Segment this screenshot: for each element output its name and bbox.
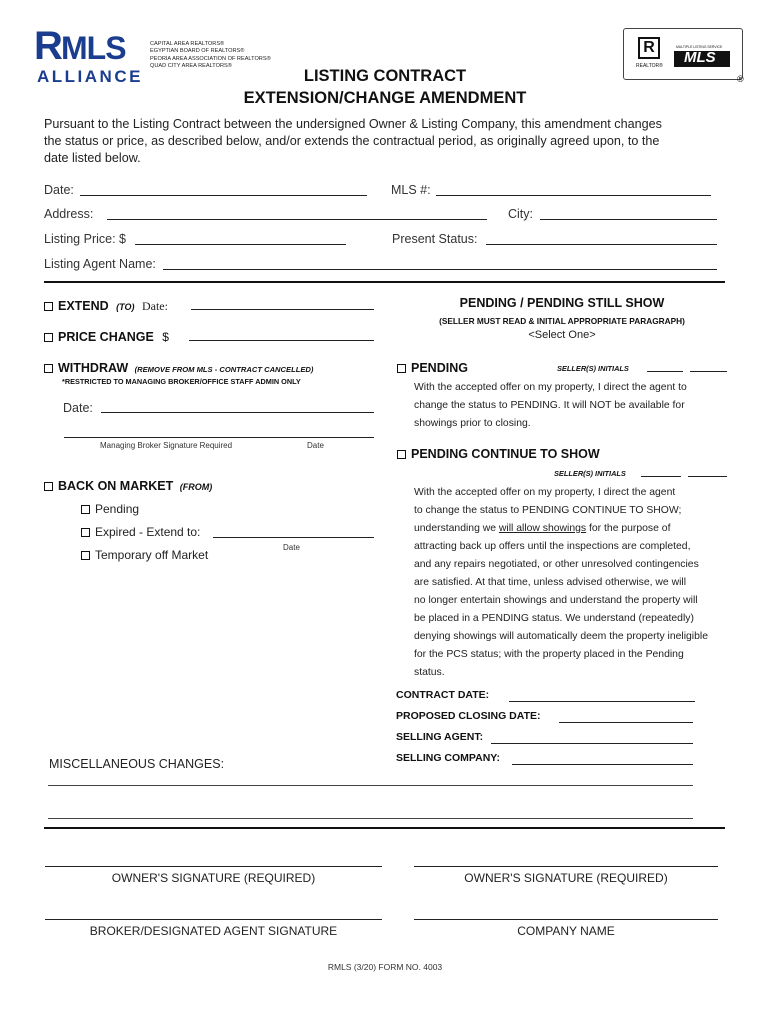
bom-temporary-checkbox[interactable] — [81, 551, 90, 560]
pending-paragraph — [414, 379, 687, 433]
withdraw-note: (REMOVE FROM MLS - CONTRACT CANCELLED) — [134, 365, 314, 374]
misc-changes-line-2[interactable] — [48, 818, 693, 819]
present-status-label: Present Status: — [392, 232, 478, 246]
selling-company-field[interactable] — [512, 752, 693, 765]
pcs-initials-field-2[interactable] — [688, 467, 727, 477]
extend-date-label: Date: — [141, 299, 168, 313]
mls-number-field[interactable] — [436, 183, 711, 196]
bom-temporary-label: Temporary off Market — [95, 548, 209, 562]
owner-signature-line-1[interactable] — [45, 866, 382, 867]
logo-r: R — [34, 24, 63, 68]
bom-expired-checkbox[interactable] — [81, 528, 90, 537]
pending-line-1: With the accepted offer on my property, I direct the agent to — [414, 382, 687, 393]
back-on-market-label: BACK ON MARKET — [58, 479, 174, 493]
registered-mark: ® — [737, 74, 744, 84]
pcs-line-3-pre: understanding we — [414, 523, 499, 534]
pending-initials-field-1[interactable] — [647, 362, 683, 372]
mls-number-label: MLS #: — [391, 183, 431, 197]
withdraw-restricted: *RESTRICTED TO MANAGING BROKER/OFFICE STAFF ADMIN ONLY — [62, 377, 301, 386]
owner-signature-caption-1: OWNER'S SIGNATURE (REQUIRED) — [111, 871, 316, 885]
logo-alliance: ALLIANCE — [37, 67, 143, 86]
back-on-market-row — [44, 477, 212, 495]
pcs-line-8: be placed in a PENDING status. We understand (repeatedly) — [414, 613, 694, 624]
pcs-line-5: and any repairs negotiated, or other unresolved contingencies — [414, 559, 699, 570]
extend-date-field[interactable] — [191, 297, 374, 310]
price-change-dollar: $ — [162, 330, 169, 344]
pcs-line-10: for the PCS status; with the property placed in the Pending — [414, 649, 684, 660]
withdraw-checkbox[interactable] — [44, 364, 53, 373]
back-on-market-checkbox[interactable] — [44, 482, 53, 491]
pcs-line-3 — [414, 520, 708, 538]
pending-initials-field-2[interactable] — [690, 362, 727, 372]
pcs-line-7: no longer entertain showings and understand the property will — [414, 595, 698, 606]
listing-agent-field[interactable] — [163, 257, 717, 270]
mls-logo-small: MULTIPLE LISTING SERVICE — [676, 45, 723, 49]
bom-temporary-row — [81, 548, 208, 562]
misc-changes-line-1[interactable] — [48, 785, 693, 786]
pending-initials-label: SELLER(S) INITIALS — [557, 364, 629, 373]
pending-heading: PENDING / PENDING STILL SHOW — [459, 296, 665, 310]
misc-divider — [44, 827, 725, 829]
proposed-closing-label: PROPOSED CLOSING DATE: — [396, 710, 541, 722]
select-one: <Select One> — [528, 329, 596, 341]
section-divider — [44, 281, 725, 283]
pending-continue-row — [397, 445, 600, 463]
withdraw-date-field[interactable] — [101, 400, 374, 413]
pcs-line-4: attracting back up offers until the inspections are completed, — [414, 541, 691, 552]
bom-expired-row — [81, 525, 200, 539]
selling-agent-field[interactable] — [491, 731, 693, 744]
extend-checkbox[interactable] — [44, 302, 53, 311]
owner-signature-caption-2: OWNER'S SIGNATURE (REQUIRED) — [464, 871, 668, 885]
form-footer: RMLS (3/20) FORM NO. 4003 — [327, 962, 443, 972]
realtor-icon: R — [638, 37, 660, 59]
listing-agent-label: Listing Agent Name: — [44, 257, 156, 271]
pending-label: PENDING — [411, 361, 468, 375]
selling-company-label: SELLING COMPANY: — [396, 752, 501, 764]
realtor-caption: REALTOR® — [636, 63, 663, 69]
extend-note: (TO) — [116, 302, 135, 312]
broker-signature-caption: BROKER/DESIGNATED AGENT SIGNATURE — [89, 924, 338, 938]
pending-checkbox[interactable] — [397, 364, 406, 373]
address-label: Address: — [44, 207, 94, 221]
proposed-closing-field[interactable] — [559, 710, 693, 723]
intro-line-2: the status or price, as described below, and/or extends the contractual period, as originally agreed upon, to the — [44, 134, 660, 148]
managing-broker-date-caption: Date — [307, 441, 324, 450]
page-title-line2: EXTENSION/CHANGE AMENDMENT — [243, 89, 527, 107]
extend-label: EXTEND — [58, 299, 109, 313]
withdraw-row — [44, 359, 313, 377]
date-label: Date: — [44, 183, 74, 197]
pending-row — [397, 359, 468, 377]
intro-line-1: Pursuant to the Listing Contract between the undersigned Owner & Listing Company, this amendment changes — [44, 117, 662, 131]
pcs-line-1: With the accepted offer on my property, I direct the agent — [414, 487, 676, 498]
pcs-initials-label: SELLER(S) INITIALS — [554, 469, 626, 478]
bom-expired-field[interactable] — [213, 525, 374, 538]
contract-date-label: CONTRACT DATE: — [396, 689, 490, 701]
listing-price-label: Listing Price: $ — [44, 232, 126, 246]
pending-continue-checkbox[interactable] — [397, 450, 406, 459]
price-change-field[interactable] — [189, 328, 374, 341]
pcs-paragraph — [414, 484, 708, 682]
date-field[interactable] — [80, 183, 367, 196]
realtor-mls-logo — [623, 28, 743, 80]
listing-price-field[interactable] — [135, 232, 346, 245]
pending-subheading: (SELLER MUST READ & INITIAL APPROPRIATE PARAGRAPH) — [439, 316, 685, 326]
bom-pending-row — [81, 502, 139, 516]
present-status-field[interactable] — [486, 232, 717, 245]
mls-logo-big: MLS — [684, 49, 716, 66]
broker-signature-line[interactable] — [45, 919, 382, 920]
pcs-line-2: to change the status to PENDING CONTINUE TO SHOW; — [414, 505, 682, 516]
price-change-label: PRICE CHANGE — [58, 330, 154, 344]
contract-date-field[interactable] — [509, 689, 695, 702]
extend-row — [44, 297, 168, 315]
owner-signature-line-2[interactable] — [414, 866, 718, 867]
pending-continue-label: PENDING CONTINUE TO SHOW — [411, 447, 600, 461]
association-2: EGYPTIAN BOARD OF REALTORS® — [150, 48, 245, 55]
company-name-caption: COMPANY NAME — [517, 924, 615, 938]
association-1: CAPITAL AREA REALTORS® — [150, 41, 225, 47]
pcs-line-3-post: for the purpose of — [586, 523, 671, 534]
pcs-line-9: denying showings will automatically deem the property ineligible — [414, 631, 708, 642]
selling-agent-label: SELLING AGENT: — [396, 731, 484, 743]
address-field[interactable] — [107, 207, 487, 220]
association-3: PEORIA AREA ASSOCIATION OF REALTORS® — [150, 55, 271, 62]
pcs-line-6: are satisfied. At that time, unless advised otherwise, we will — [414, 577, 687, 588]
bom-expired-label: Expired - Extend to: — [95, 525, 201, 539]
managing-broker-sig-caption: Managing Broker Signature Required — [100, 441, 233, 450]
withdraw-date-label: Date: — [63, 401, 93, 415]
pcs-line-11: status. — [414, 667, 445, 678]
page-title-line1: LISTING CONTRACT — [303, 67, 467, 85]
managing-broker-sig-line[interactable] — [64, 437, 374, 438]
withdraw-label: WITHDRAW — [58, 361, 129, 375]
logo-mls: MLS — [61, 30, 126, 66]
bom-pending-label: Pending — [95, 502, 140, 516]
price-change-row — [44, 328, 169, 346]
bom-date-caption: Date — [283, 543, 300, 552]
association-4: QUAD CITY AREA REALTORS® — [150, 63, 232, 70]
company-name-line[interactable] — [414, 919, 718, 920]
pending-line-3: showings prior to closing. — [414, 418, 531, 429]
pcs-initials-field-1[interactable] — [641, 467, 681, 477]
misc-changes-label: MISCELLANEOUS CHANGES: — [49, 757, 225, 771]
intro-line-3: date listed below. — [44, 151, 141, 165]
city-field[interactable] — [540, 207, 717, 220]
city-label: City: — [508, 207, 533, 221]
bom-pending-checkbox[interactable] — [81, 505, 90, 514]
pending-line-2: change the status to PENDING. It will NOT be available for — [414, 400, 685, 411]
back-on-market-note: (FROM) — [179, 482, 213, 492]
pcs-line-3-underlined: will allow showings — [498, 523, 587, 534]
price-change-checkbox[interactable] — [44, 333, 53, 342]
